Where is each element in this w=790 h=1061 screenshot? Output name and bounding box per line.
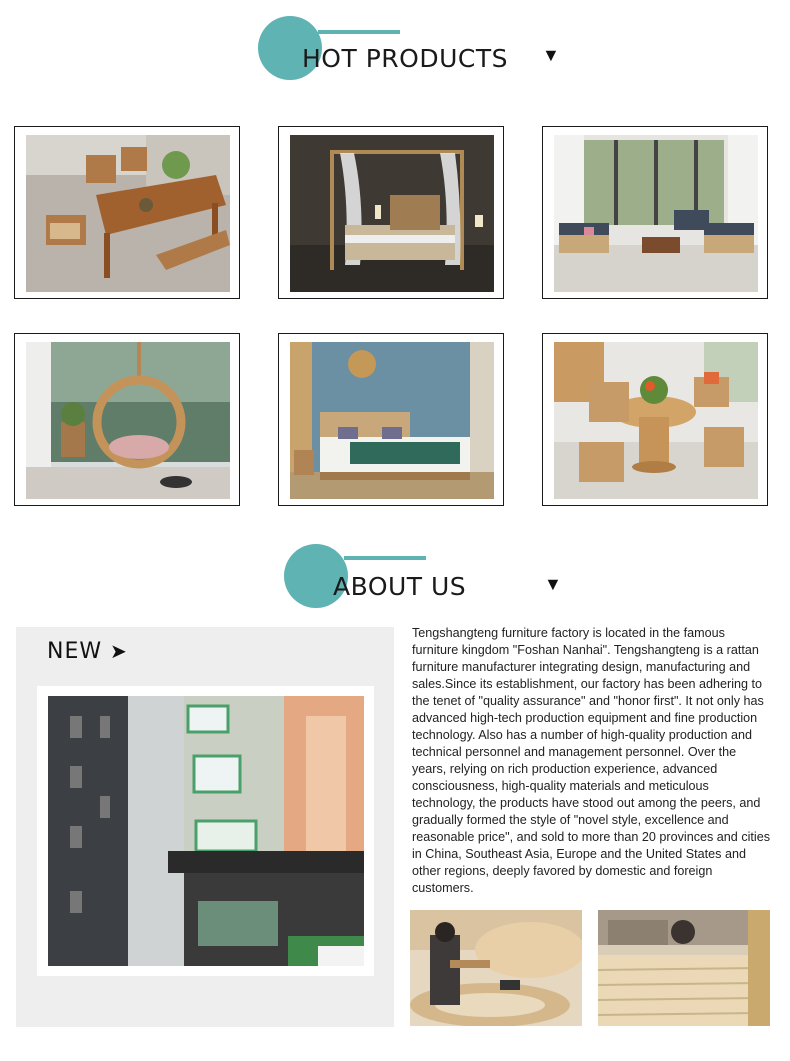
product-image-canopy-bed: [290, 135, 494, 292]
factory-building-image[interactable]: [48, 696, 364, 966]
product-card-rattan-bed[interactable]: [278, 333, 504, 506]
factory-workshop-image-1[interactable]: [410, 910, 582, 1026]
about-description: Tengshangteng furniture factory is located in the famous furniture kingdom "Foshan Nanhai". Tengshangteng is a rattan furniture manufacturer integrating design, manufacturing and sales.Since its establishment, our factory has been adhering to the tenet of "quality assurance" and "honor first". It not only has advanced high-tech production equipment and fine production technology. Also has a number of high-quality production and technical personnel and management personnel. Over the years, relying on rich production experience, advanced consciousness, high-quality materials and meticulous technology, the products have stood out among the peers, and gradually formed the style of "novel style, excellence and reasonable price", and sold to more than 20 provinces and cities in China, Southeast Asia, Europe and the United States and other regions, deeply favored by domestic and foreign customers.: [412, 626, 771, 895]
about-news-panel: [16, 627, 394, 1027]
product-card-sofa-set[interactable]: [542, 126, 768, 299]
product-image-hanging-chair: [26, 342, 230, 499]
product-image-dining: [26, 135, 230, 292]
hot-products-title: HOT PRODUCTS: [302, 44, 508, 73]
product-card-canopy-bed[interactable]: [278, 126, 504, 299]
product-image-round-table: [554, 342, 758, 499]
product-card-hanging-chair[interactable]: [14, 333, 240, 506]
factory-building-frame: [37, 686, 374, 976]
triangle-down-icon[interactable]: ▼: [542, 45, 560, 65]
arrow-right-icon[interactable]: ➤: [110, 641, 127, 663]
heading-line-decoration: [344, 556, 426, 560]
triangle-down-icon[interactable]: ▼: [544, 574, 562, 594]
product-image-sofa-set: [554, 135, 758, 292]
factory-workshop-image-2[interactable]: [598, 910, 770, 1026]
about-us-title: ABOUT US: [333, 572, 467, 601]
product-card-round-table[interactable]: [542, 333, 768, 506]
new-label: NEW: [47, 639, 103, 664]
hot-products-heading: [0, 14, 790, 94]
product-image-rattan-bed: [290, 342, 494, 499]
heading-line-decoration: [318, 30, 400, 34]
product-card-dining[interactable]: [14, 126, 240, 299]
about-us-heading: [0, 542, 790, 622]
